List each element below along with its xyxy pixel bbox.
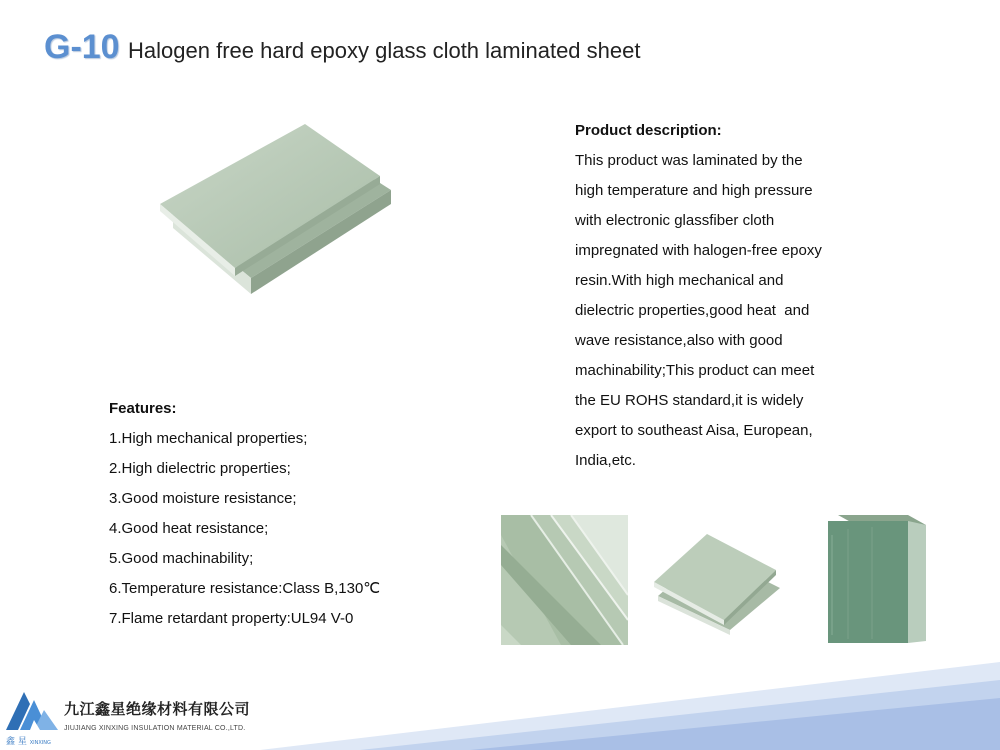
- description-line: wave resistance,also with good: [575, 332, 783, 349]
- company-name-cn: 九江鑫星绝缘材料有限公司: [64, 700, 251, 718]
- description-line: with electronic glassfiber cloth: [575, 212, 775, 229]
- description-line: export to southeast Aisa, European,: [575, 422, 813, 439]
- features-list: [109, 394, 469, 634]
- footer-decoration: [0, 640, 1000, 750]
- feature-item: 4.Good heat resistance;: [109, 520, 269, 537]
- description-line: the EU ROHS standard,it is widely: [575, 392, 804, 409]
- company-logo-icon: [4, 686, 60, 732]
- feature-item: 5.Good machinability;: [109, 550, 254, 567]
- description-line: impregnated with halogen-free epoxy: [575, 242, 822, 259]
- description-line: This product was laminated by the: [575, 152, 803, 169]
- description-heading: Product description:: [575, 122, 722, 139]
- company-logo-text: 鑫 星 XINXING: [6, 737, 51, 747]
- product-code: G-10: [44, 28, 120, 66]
- company-name-en: JIUJIANG XINXING INSULATION MATERIAL CO.,LTD.: [64, 725, 246, 732]
- product-image-thick-block: [828, 515, 926, 643]
- description-line: high temperature and high pressure: [575, 182, 813, 199]
- description-line: machinability;This product can meet: [575, 362, 815, 379]
- feature-item: 6.Temperature resistance:Class B,130℃: [109, 580, 381, 597]
- product-description: [575, 116, 875, 476]
- feature-item: 2.High dielectric properties;: [109, 460, 291, 477]
- feature-item: 7.Flame retardant property:UL94 V-0: [109, 610, 354, 627]
- description-line: dielectric properties,good heat and: [575, 302, 810, 319]
- feature-item: 3.Good moisture resistance;: [109, 490, 297, 507]
- features-heading: Features:: [109, 400, 177, 417]
- product-image-two-sheets: [652, 530, 782, 635]
- product-image-stacked-sheets: [501, 515, 628, 645]
- product-image-main: [155, 118, 395, 303]
- description-line: India,etc.: [575, 452, 636, 469]
- description-line: resin.With high mechanical and: [575, 272, 784, 289]
- feature-item: 1.High mechanical properties;: [109, 430, 308, 447]
- page-title: [44, 28, 640, 67]
- product-title: Halogen free hard epoxy glass cloth laminated sheet: [128, 38, 641, 63]
